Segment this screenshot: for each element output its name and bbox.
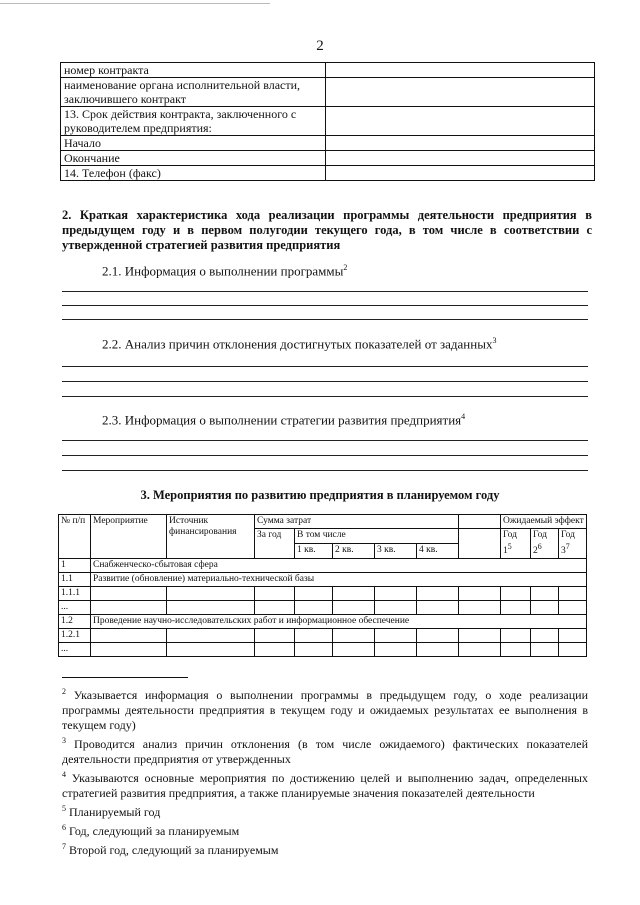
cell [459,601,501,615]
header-row [59,515,587,529]
cell [167,587,255,601]
contract-value-cell [326,63,595,78]
header-q2: 2 кв. [333,544,375,559]
table-row [59,559,587,573]
contract-value-cell [326,78,595,107]
cell [417,629,459,643]
subsection-2-2-text: 2.2. Анализ причин отклонения достигнутых показателей от заданных [102,336,493,352]
cell [459,587,501,601]
header-year-3: Год $3^7$ [559,529,587,559]
measures-table [58,514,587,657]
cell [375,629,417,643]
header-year-2: Год $2^6$ [531,529,559,559]
contract-label: Окончание [61,151,326,166]
table-row [59,587,587,601]
footnote-ref: 6 [62,823,66,832]
blank-line [62,440,588,441]
footnote [62,839,588,858]
footnote-text: Планируемый год [66,805,161,819]
contract-label: номер контракта [61,63,326,78]
table-row [61,136,595,151]
table-row [59,573,587,587]
cell [531,629,559,643]
cell [255,587,295,601]
blank-line [62,319,588,320]
cell [375,601,417,615]
year-3-num: 3 [561,546,566,557]
table-row [61,63,595,78]
row-num: ... [59,643,91,657]
top-rule [0,3,270,4]
row-text: Развитие (обновление) материально-технической базы [91,573,587,587]
footnote-ref: 7 [565,542,570,551]
footnote-ref: 5 [62,804,66,813]
footnote [62,733,588,767]
cell [91,587,167,601]
cell [333,601,375,615]
footnote [62,820,588,839]
header-incl: В том числе [295,529,459,544]
blank-line [62,366,588,367]
cell [91,643,167,657]
footnote [62,801,588,820]
footnotes [62,684,588,858]
cell [501,643,531,657]
cell [295,587,333,601]
section2-heading: 2. Краткая характеристика хода реализации программы деятельности предприятия в предыдущем году и в первом полугодии текущего года, в том числе в соответствии с утвержденной стратегией развития предприятия [62,208,592,252]
cell [559,643,587,657]
cell [167,601,255,615]
year-2-num: 2 [533,546,538,557]
blank-line [62,291,588,292]
contract-value-cell [326,107,595,136]
header-costs: Сумма затрат [255,515,459,529]
year-1-num: 1 [503,546,508,557]
footnote-text: Указывается информация о выполнении программы в предыдущем году, о ходе реализации программы деятельности предприятия в текущем году и ожидаемых результатах ее выполнения в текущем году) [62,688,588,732]
cell [333,629,375,643]
table-row [59,615,587,629]
table-row [61,166,595,181]
footnote-ref: 5 [507,542,512,551]
footnote-ref: 6 [537,542,542,551]
cell [375,587,417,601]
footnote [62,684,588,733]
row-num: 1.1 [59,573,91,587]
cell [531,587,559,601]
cell [501,629,531,643]
row-text: Снабженческо-сбытовая сфера [91,559,587,573]
row-num: 1.1.1 [59,587,91,601]
row-num: 1.2 [59,615,91,629]
contract-label: Начало [61,136,326,151]
subsection-2-1 [102,263,347,279]
cell [501,601,531,615]
header-per-year: За год [255,529,295,559]
cell [295,629,333,643]
row-num: 1 [59,559,91,573]
table-row [59,643,587,657]
cell [459,629,501,643]
section3-heading: 3. Мероприятия по развитию предприятия в планируемом году [140,488,500,502]
row-num: ... [59,601,91,615]
table-row [59,629,587,643]
cell [255,601,295,615]
header-q3: 3 кв. [375,544,417,559]
footnote-ref: 2 [62,687,66,696]
header-spacer [459,515,501,529]
cell [417,643,459,657]
blank-line [62,455,588,456]
footnote-separator [62,677,188,678]
header-q1: 1 кв. [295,544,333,559]
cell [459,643,501,657]
footnote-text: Второй год, следующий за планируемым [66,843,279,857]
footnote-ref: 4 [461,412,466,421]
cell [531,643,559,657]
cell [417,601,459,615]
cell [255,629,295,643]
cell [295,643,333,657]
cell [501,587,531,601]
footnote [62,767,588,801]
header-num: № п/п [59,515,91,559]
contract-value-cell [326,136,595,151]
footnote-ref: 2 [343,263,348,272]
blank-line [62,396,588,397]
footnote-ref: 3 [492,336,497,345]
footnote-ref: 4 [62,770,66,779]
cell [295,601,333,615]
row-text: Проведение научно-исследовательских работ и информационное обеспечение [91,615,587,629]
cell [333,587,375,601]
contract-table [60,62,595,181]
contract-label: 13. Срок действия контракта, заключенного с руководителем предприятия: [61,107,326,136]
header-q4: 4 кв. [417,544,459,559]
cell [167,629,255,643]
footnote-ref: 3 [62,736,66,745]
cell [91,629,167,643]
cell [375,643,417,657]
blank-line [62,305,588,306]
cell [91,601,167,615]
blank-line [62,381,588,382]
cell [255,643,295,657]
subsection-2-3-text: 2.3. Информация о выполнении стратегии развития предприятия [102,412,462,428]
cell [333,643,375,657]
cell [559,629,587,643]
header-year-1: Год $1^5$ [501,529,531,559]
subsection-2-2 [102,336,496,352]
contract-value-cell [326,166,595,181]
page-number: 2 [316,38,324,54]
footnote-text: Указываются основные мероприятия по достижению целей и выполнению задач, определенных стратегией развития предприятия, а также планируемые значения показателей деятельности [62,771,588,800]
cell [559,601,587,615]
footnote-text: Год, следующий за планируемым [66,824,240,838]
cell [531,601,559,615]
header-spacer [459,529,501,559]
contract-value-cell [326,151,595,166]
blank-line [62,470,588,471]
header-source: Источник финансирования [167,515,255,559]
table-row [61,151,595,166]
cell [167,643,255,657]
table-row [61,107,595,136]
header-measure: Мероприятие [91,515,167,559]
table-row [59,601,587,615]
table-row [61,78,595,107]
subsection-2-3 [102,412,465,428]
row-num: 1.2.1 [59,629,91,643]
cell [417,587,459,601]
contract-label: наименование органа исполнительной власти, заключившего контракт [61,78,326,107]
subsection-2-1-text: 2.1. Информация о выполнении программы [102,263,344,279]
footnote-text: Проводится анализ причин отклонения (в том числе ожидаемого) фактических показателей деятельности предприятия от утвержденных [62,737,588,766]
cell [559,587,587,601]
contract-label: 14. Телефон (факс) [61,166,326,181]
header-effect: Ожидаемый эффект [501,515,587,529]
footnote-ref: 7 [62,842,66,851]
